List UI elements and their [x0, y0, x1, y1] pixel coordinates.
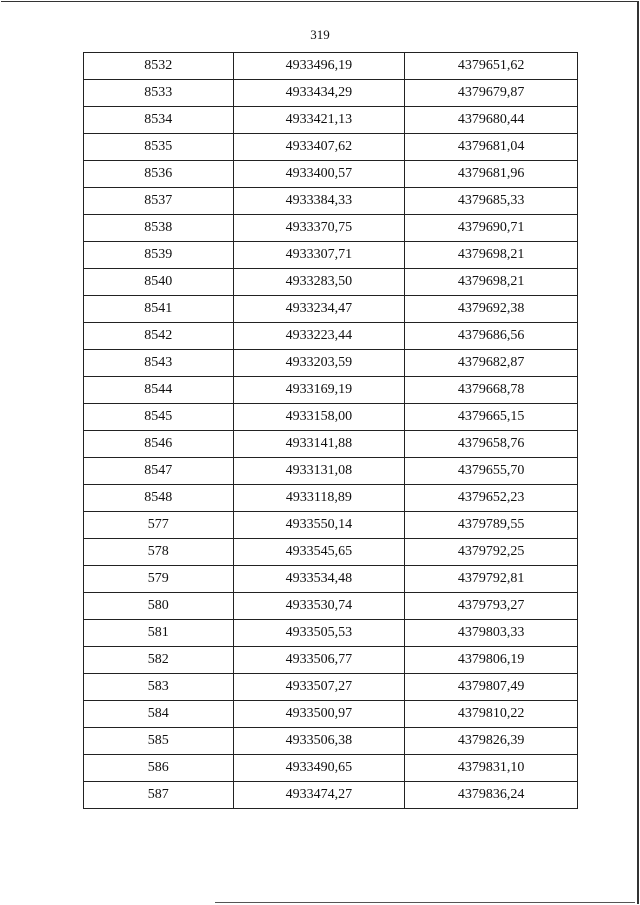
point-number-cell: 8548 [84, 485, 234, 512]
point-number-cell: 8534 [84, 107, 234, 134]
x-coordinate-cell: 4933370,75 [233, 215, 405, 242]
y-coordinate-cell: 4379680,44 [405, 107, 578, 134]
x-coordinate-cell: 4933400,57 [233, 161, 405, 188]
x-coordinate-cell: 4933505,53 [233, 620, 405, 647]
x-coordinate-cell: 4933534,48 [233, 566, 405, 593]
point-number-cell: 8535 [84, 134, 234, 161]
table-row [84, 512, 578, 539]
x-coordinate-cell: 4933407,62 [233, 134, 405, 161]
point-number-cell: 8532 [84, 53, 234, 80]
y-coordinate-cell: 4379690,71 [405, 215, 578, 242]
point-number-cell: 586 [84, 755, 234, 782]
table-row [84, 458, 578, 485]
point-number-cell: 578 [84, 539, 234, 566]
point-number-cell: 582 [84, 647, 234, 674]
y-coordinate-cell: 4379679,87 [405, 80, 578, 107]
x-coordinate-cell: 4933474,27 [233, 782, 405, 809]
x-coordinate-cell: 4933500,97 [233, 701, 405, 728]
y-coordinate-cell: 4379792,25 [405, 539, 578, 566]
y-coordinate-cell: 4379806,19 [405, 647, 578, 674]
table-row [84, 161, 578, 188]
y-coordinate-cell: 4379826,39 [405, 728, 578, 755]
table-row [84, 755, 578, 782]
y-coordinate-cell: 4379807,49 [405, 674, 578, 701]
point-number-cell: 8545 [84, 404, 234, 431]
point-number-cell: 8547 [84, 458, 234, 485]
point-number-cell: 8543 [84, 350, 234, 377]
point-number-cell: 8544 [84, 377, 234, 404]
point-number-cell: 8540 [84, 269, 234, 296]
table-row [84, 53, 578, 80]
point-number-cell: 584 [84, 701, 234, 728]
table-row [84, 134, 578, 161]
y-coordinate-cell: 4379698,21 [405, 242, 578, 269]
point-number-cell: 8536 [84, 161, 234, 188]
y-coordinate-cell: 4379652,23 [405, 485, 578, 512]
x-coordinate-cell: 4933307,71 [233, 242, 405, 269]
table-row [84, 647, 578, 674]
x-coordinate-cell: 4933158,00 [233, 404, 405, 431]
table-row [84, 323, 578, 350]
y-coordinate-cell: 4379793,27 [405, 593, 578, 620]
table-row [84, 674, 578, 701]
y-coordinate-cell: 4379792,81 [405, 566, 578, 593]
table-row [84, 431, 578, 458]
coordinates-table-body [84, 53, 578, 809]
y-coordinate-cell: 4379810,22 [405, 701, 578, 728]
y-coordinate-cell: 4379651,62 [405, 53, 578, 80]
page-bottom-edge [215, 902, 635, 903]
point-number-cell: 8538 [84, 215, 234, 242]
x-coordinate-cell: 4933169,19 [233, 377, 405, 404]
x-coordinate-cell: 4933283,50 [233, 269, 405, 296]
y-coordinate-cell: 4379789,55 [405, 512, 578, 539]
point-number-cell: 580 [84, 593, 234, 620]
x-coordinate-cell: 4933421,13 [233, 107, 405, 134]
x-coordinate-cell: 4933506,77 [233, 647, 405, 674]
y-coordinate-cell: 4379685,33 [405, 188, 578, 215]
x-coordinate-cell: 4933490,65 [233, 755, 405, 782]
table-row [84, 350, 578, 377]
point-number-cell: 581 [84, 620, 234, 647]
y-coordinate-cell: 4379681,96 [405, 161, 578, 188]
point-number-cell: 579 [84, 566, 234, 593]
table-row [84, 242, 578, 269]
point-number-cell: 8537 [84, 188, 234, 215]
table-row [84, 269, 578, 296]
y-coordinate-cell: 4379836,24 [405, 782, 578, 809]
y-coordinate-cell: 4379692,38 [405, 296, 578, 323]
y-coordinate-cell: 4379698,21 [405, 269, 578, 296]
table-row [84, 728, 578, 755]
x-coordinate-cell: 4933506,38 [233, 728, 405, 755]
y-coordinate-cell: 4379803,33 [405, 620, 578, 647]
x-coordinate-cell: 4933496,19 [233, 53, 405, 80]
table-row [84, 701, 578, 728]
point-number-cell: 8542 [84, 323, 234, 350]
point-number-cell: 587 [84, 782, 234, 809]
x-coordinate-cell: 4933434,29 [233, 80, 405, 107]
table-row [84, 620, 578, 647]
x-coordinate-cell: 4933545,65 [233, 539, 405, 566]
table-row [84, 107, 578, 134]
point-number-cell: 583 [84, 674, 234, 701]
table-row [84, 188, 578, 215]
x-coordinate-cell: 4933203,59 [233, 350, 405, 377]
table-row [84, 296, 578, 323]
y-coordinate-cell: 4379681,04 [405, 134, 578, 161]
y-coordinate-cell: 4379668,78 [405, 377, 578, 404]
x-coordinate-cell: 4933131,08 [233, 458, 405, 485]
x-coordinate-cell: 4933530,74 [233, 593, 405, 620]
y-coordinate-cell: 4379686,56 [405, 323, 578, 350]
table-row [84, 377, 578, 404]
x-coordinate-cell: 4933223,44 [233, 323, 405, 350]
table-row [84, 485, 578, 512]
page-number: 319 [310, 27, 330, 42]
x-coordinate-cell: 4933141,88 [233, 431, 405, 458]
x-coordinate-cell: 4933384,33 [233, 188, 405, 215]
table-row [84, 404, 578, 431]
point-number-cell: 8546 [84, 431, 234, 458]
point-number-cell: 585 [84, 728, 234, 755]
x-coordinate-cell: 4933234,47 [233, 296, 405, 323]
table-row [84, 215, 578, 242]
x-coordinate-cell: 4933507,27 [233, 674, 405, 701]
y-coordinate-cell: 4379665,15 [405, 404, 578, 431]
table-row [84, 593, 578, 620]
x-coordinate-cell: 4933118,89 [233, 485, 405, 512]
table-row [84, 566, 578, 593]
point-number-cell: 8539 [84, 242, 234, 269]
y-coordinate-cell: 4379658,76 [405, 431, 578, 458]
y-coordinate-cell: 4379682,87 [405, 350, 578, 377]
point-number-cell: 577 [84, 512, 234, 539]
y-coordinate-cell: 4379831,10 [405, 755, 578, 782]
x-coordinate-cell: 4933550,14 [233, 512, 405, 539]
coordinates-table [83, 52, 578, 809]
point-number-cell: 8533 [84, 80, 234, 107]
table-row [84, 80, 578, 107]
y-coordinate-cell: 4379655,70 [405, 458, 578, 485]
table-row [84, 782, 578, 809]
point-number-cell: 8541 [84, 296, 234, 323]
table-row [84, 539, 578, 566]
